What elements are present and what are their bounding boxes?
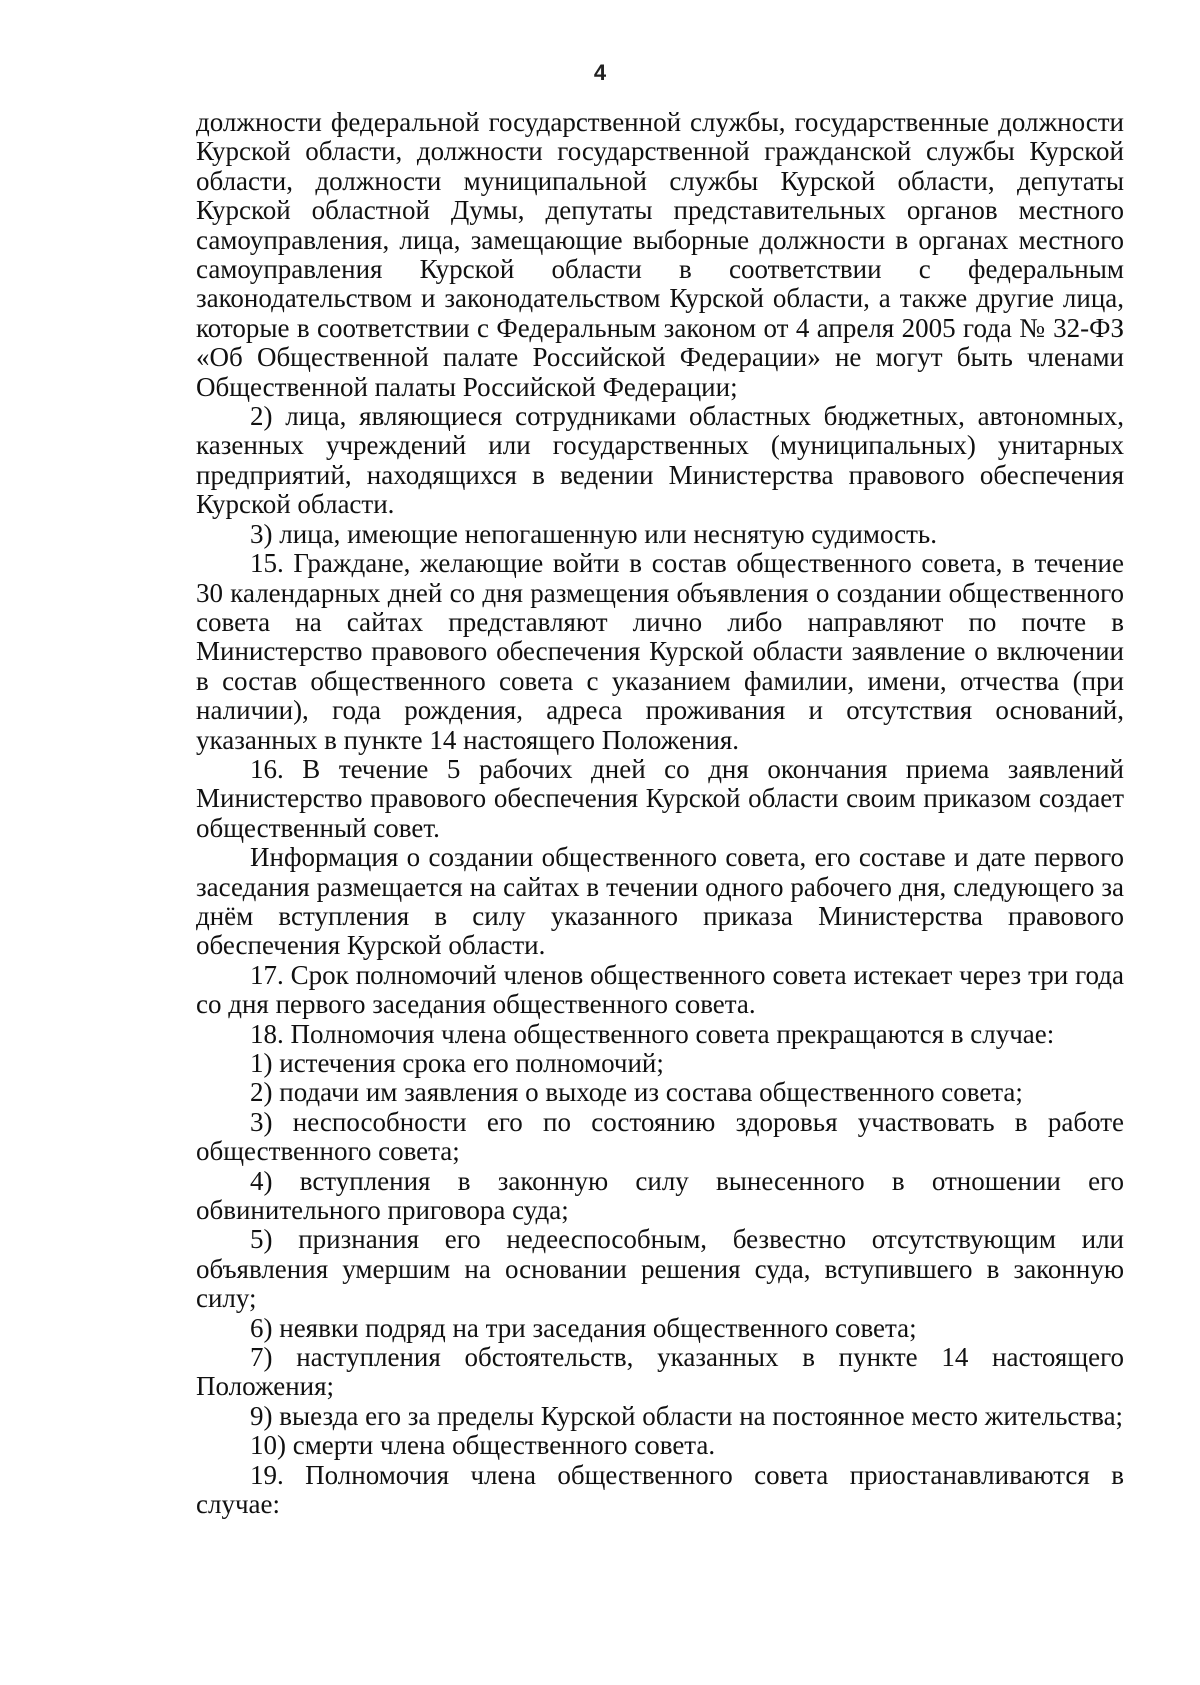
paragraph-16: 9) выезда его за пределы Курской области на постоянное место жительства; [250, 1400, 1124, 1431]
paragraph-10: 2) подачи им заявления о выходе из состава общественного совета; [250, 1077, 1023, 1108]
paragraph-18: 19. Полномочия члена общественного совета приостанавливаются в случае: [196, 1459, 1124, 1520]
paragraph-14: 6) неявки подряд на три заседания общественного совета; [250, 1312, 917, 1343]
paragraph-5: 16. В течение 5 рабочих дней со дня окончания приема заявлений Министерство правового обеспечения Курской области своим приказом создает общественный совет. [196, 753, 1124, 843]
paragraph-17: 10) смерти члена общественного совета. [250, 1430, 716, 1461]
paragraph-1: должности федеральной государственной службы, государственные должности Курской области, должности государственной гражданской службы Курской области, должности муниципальной службы Курской области, депутаты Курской областной Думы, депутаты представительных органов местного самоуправления, лица, замещающие выборные должности в органах местного самоуправления Курской области в соответствии с федеральным законодательством и законодательством Курской области, а также другие лица, которые в соответствии с Федеральным законом от 4 апреля 2005 года № 32-ФЗ «Об Общественной палате Российской Федерации» не могут быть членами Общественной палаты Российской Федерации; [196, 107, 1124, 402]
paragraph-7: 17. Срок полномочий членов общественного совета истекает через три года со дня первого заседания общественного совета. [196, 959, 1124, 1020]
document-body [196, 108, 1124, 1520]
paragraph-8: 18. Полномочия члена общественного совета прекращаются в случае: [250, 1018, 1055, 1049]
paragraph-2: 2) лица, являющиеся сотрудниками областных бюджетных, автономных, казенных учреждений или государственных (муниципальных) унитарных предприятий, находящихся в ведении Министерства правового обеспечения Курской области. [196, 401, 1124, 520]
paragraph-13: 5) признания его недееспособным, безвестно отсутствующим или объявления умершим на основании решения суда, вступившего в законную силу; [196, 1224, 1124, 1314]
paragraph-6: Информация о создании общественного совета, его составе и дате первого заседания размещается на сайтах в течении одного рабочего дня, следующего за днём вступления в силу указанного приказа Министерства правового обеспечения Курской области. [196, 842, 1124, 961]
paragraph-11: 3) неспособности его по состоянию здоровья участвовать в работе общественного совета; [196, 1106, 1124, 1167]
page-number: 4 [593, 60, 607, 85]
paragraph-3: 3) лица, имеющие непогашенную или неснятую судимость. [250, 518, 937, 549]
paragraph-9: 1) истечения срока его полномочий; [250, 1048, 664, 1078]
paragraph-15: 7) наступления обстоятельств, указанных в пункте 14 настоящего Положения; [196, 1342, 1124, 1402]
paragraph-4: 15. Граждане, желающие войти в состав общественного совета, в течение 30 календарных дней со дня размещения объявления о создании общественного совета на сайтах представляют лично либо направляют по почте в Министерство правового обеспечения Курской области заявление о включении в состав общественного совета с указанием фамилии, имени, отчества (при наличии), года рождения, адреса проживания и отсутствия оснований, указанных в пункте 14 настоящего Положения. [196, 548, 1124, 755]
paragraph-12: 4) вступления в законную силу вынесенного в отношении его обвинительного приговора суда; [196, 1165, 1124, 1226]
